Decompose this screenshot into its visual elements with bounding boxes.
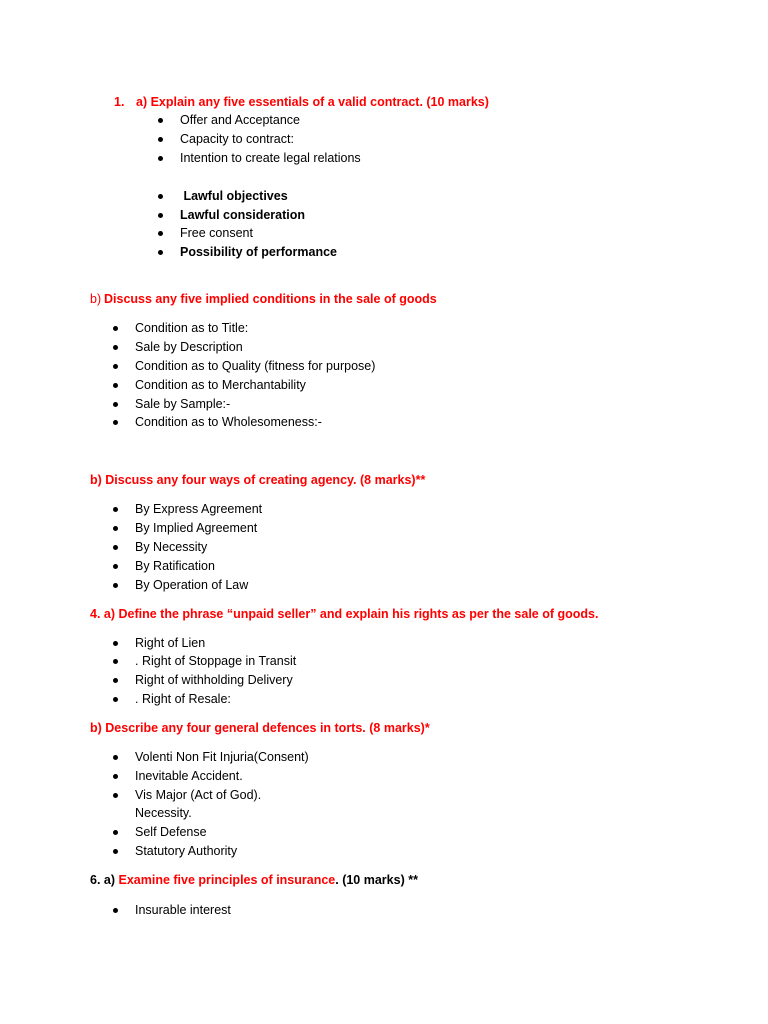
bullet-icon	[113, 641, 118, 646]
question-prefix: b)	[90, 292, 105, 306]
question-suffix: . (10 marks) **	[335, 873, 418, 887]
bullet-icon	[113, 402, 118, 407]
list-item-text: By Implied Agreement	[135, 521, 258, 535]
list-item-text: Lawful consideration	[180, 208, 306, 222]
list-item-text: Self Defense	[135, 825, 207, 839]
question-prefix: 6. a)	[90, 873, 119, 887]
bullet-icon	[113, 383, 118, 388]
bullet-icon	[158, 137, 163, 142]
list-item-text: Sale by Sample:-	[135, 397, 231, 411]
question-heading: b) Discuss any four ways of creating agency. (8 marks)**	[90, 473, 426, 487]
list-item-text: . Right of Resale:	[135, 692, 231, 706]
list-item-text: . Right of Stoppage in Transit	[135, 654, 297, 668]
bullet-icon	[113, 830, 118, 835]
question-number: 1.	[114, 95, 125, 109]
list-item-text: Volenti Non Fit Injuria(Consent)	[135, 750, 309, 764]
question-heading: b) Describe any four general defences in torts. (8 marks)*	[90, 721, 430, 735]
list-item-text: Intention to create legal relations	[180, 151, 361, 165]
list-item-text: Offer and Acceptance	[180, 113, 300, 127]
bullet-icon	[113, 678, 118, 683]
list-item-text: Condition as to Quality (fitness for purpose)	[135, 359, 376, 373]
bullet-icon	[158, 118, 163, 123]
bullet-icon	[113, 507, 118, 512]
bullet-icon	[113, 659, 118, 664]
list-item-text: Sale by Description	[135, 340, 243, 354]
list-item-text: Right of withholding Delivery	[135, 673, 293, 687]
list-item-text: Condition as to Title:	[135, 321, 249, 335]
list-item-text: Necessity.	[135, 806, 192, 820]
bullet-icon	[113, 849, 118, 854]
list-item-text: Insurable interest	[135, 903, 231, 917]
bullet-icon	[113, 697, 118, 702]
question-heading: 4. a) Define the phrase “unpaid seller” and explain his rights as per the sale of goods.	[90, 607, 599, 621]
bullet-icon	[113, 564, 118, 569]
bullet-icon	[113, 364, 118, 369]
bullet-icon	[158, 231, 163, 236]
list-item-text: Vis Major (Act of God).	[135, 788, 262, 802]
bullet-icon	[158, 250, 163, 255]
bullet-icon	[113, 326, 118, 331]
question-heading	[90, 872, 418, 888]
list-item-text: Condition as to Merchantability	[135, 378, 306, 392]
bullet-icon	[113, 793, 118, 798]
list-item-text: Condition as to Wholesomeness:-	[135, 415, 322, 429]
bullet-icon	[158, 156, 163, 161]
list-item-text: By Necessity	[135, 540, 208, 554]
list-item-text: By Operation of Law	[135, 578, 249, 592]
bullet-icon	[113, 345, 118, 350]
list-item-text: Right of Lien	[135, 636, 206, 650]
list-item-text: Statutory Authority	[135, 844, 238, 858]
bullet-icon	[113, 545, 118, 550]
bullet-icon	[113, 420, 118, 425]
question-heading-red: Examine five principles of insurance	[118, 873, 336, 887]
bullet-icon	[113, 774, 118, 779]
list-item-text: Lawful objectives	[180, 189, 288, 203]
bullet-icon	[113, 526, 118, 531]
bullet-icon	[113, 583, 118, 588]
list-item-text: Capacity to contract:	[180, 132, 294, 146]
bullet-icon	[113, 755, 118, 760]
list-item-text: By Express Agreement	[135, 502, 263, 516]
list-item-text: Inevitable Accident.	[135, 769, 243, 783]
question-heading: a) Explain any five essentials of a valid contract. (10 marks)	[136, 95, 489, 109]
bullet-icon	[158, 213, 163, 218]
question-heading: Discuss any five implied conditions in the sale of goods	[104, 292, 437, 306]
list-item-text: By Ratification	[135, 559, 215, 573]
bullet-icon	[113, 908, 118, 913]
list-item-text: Free consent	[180, 226, 253, 240]
bullet-icon	[158, 194, 163, 199]
list-item-text: Possibility of performance	[180, 245, 337, 259]
